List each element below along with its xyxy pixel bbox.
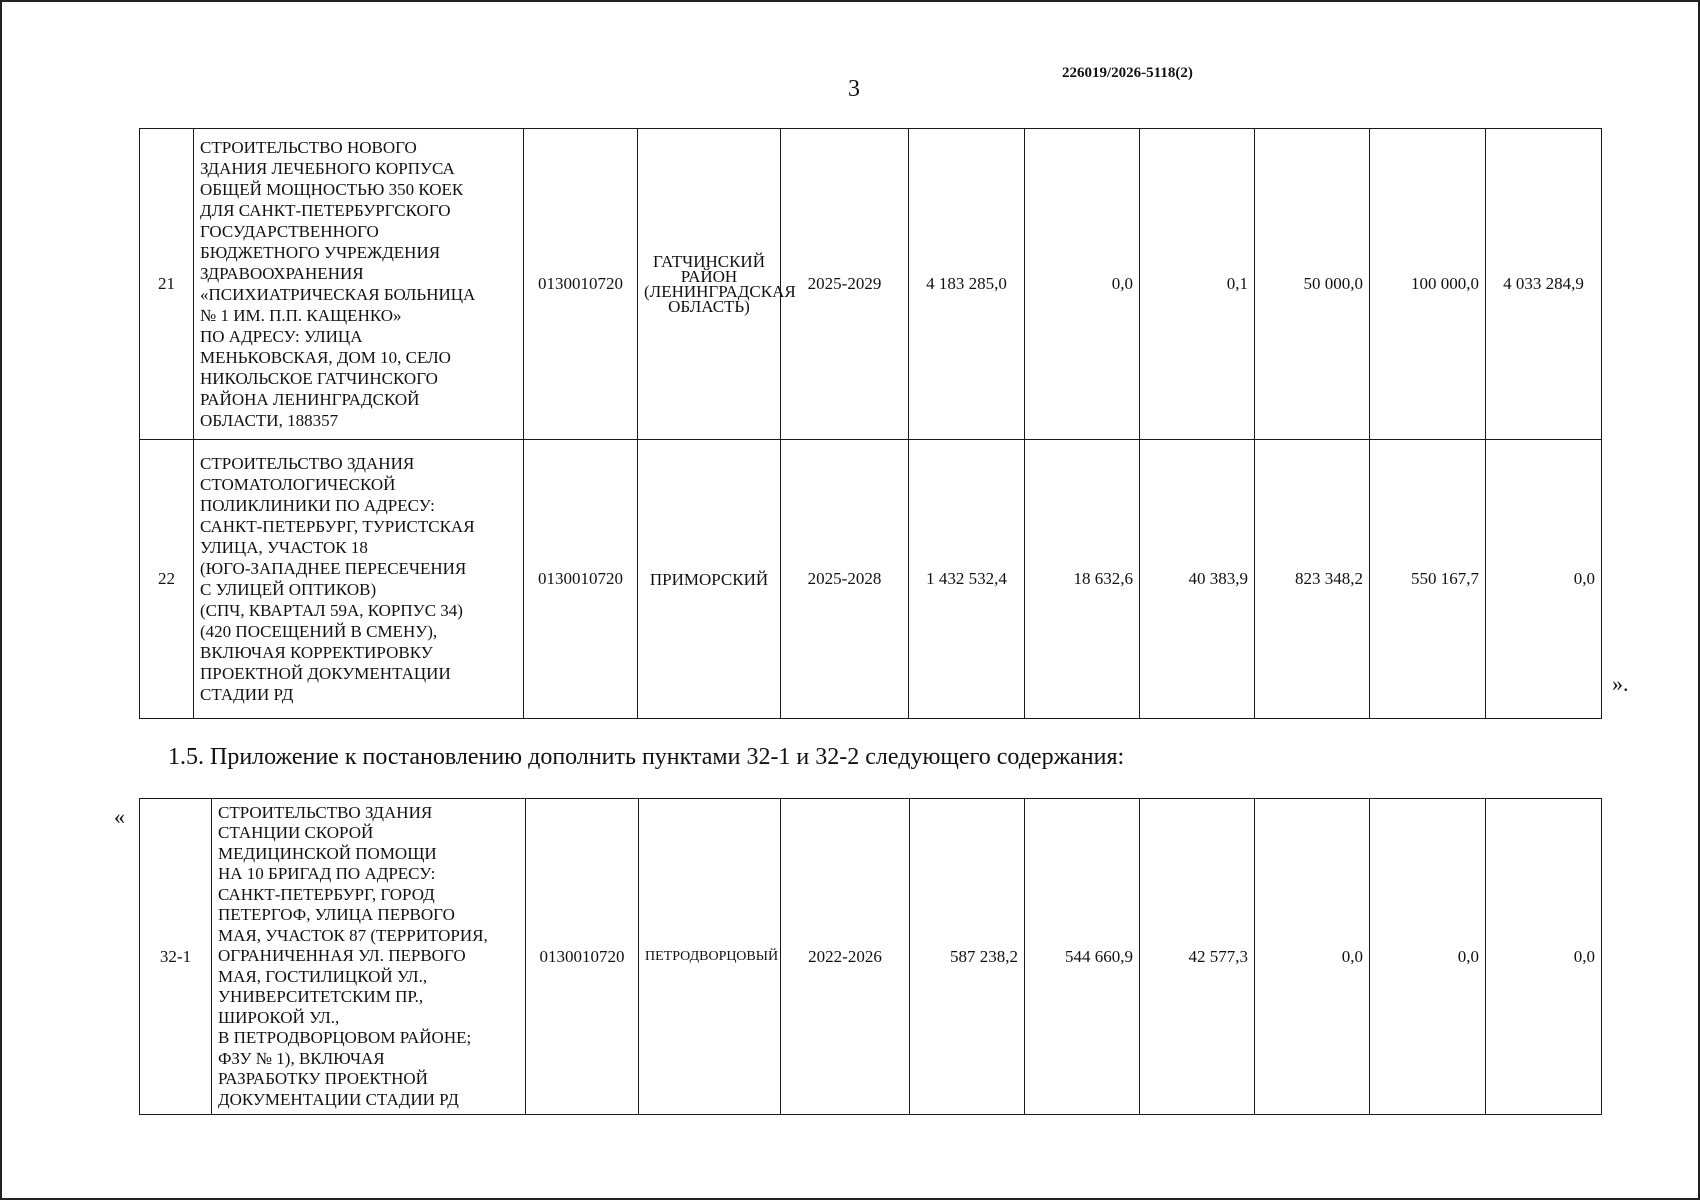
total-cost: 1 432 532,4 (909, 440, 1025, 719)
row-number: 32-1 (140, 799, 212, 1115)
opening-quote: « (114, 804, 125, 829)
funding-value: 823 348,2 (1255, 440, 1370, 719)
funding-value: 0,0 (1370, 799, 1486, 1115)
target-article-code: 0130010720 (524, 440, 638, 719)
funding-value: 40 383,9 (1140, 440, 1255, 719)
funding-value: 50 000,0 (1255, 129, 1370, 440)
document-id: 226019/2026-5118(2) (1062, 65, 1193, 81)
amendment-paragraph: 1.5. Приложение к постановлению дополнить пунктами 32-1 и 32-2 следующего содержания: (168, 744, 1125, 770)
table-row (140, 799, 1602, 1115)
funding-value: 100 000,0 (1370, 129, 1486, 440)
funding-value: 4 033 284,9 (1486, 129, 1602, 440)
row-number: 22 (140, 440, 194, 719)
funding-value: 18 632,6 (1025, 440, 1140, 719)
funding-value: 550 167,7 (1370, 440, 1486, 719)
row-number: 21 (140, 129, 194, 440)
district: ГАТЧИНСКИЙ РАЙОН (ЛЕНИНГРАДСКАЯ ОБЛАСТЬ) (638, 129, 781, 440)
page-number: 3 (848, 76, 860, 102)
table-row (140, 440, 1602, 719)
implementation-period: 2022-2026 (781, 799, 910, 1115)
object-description: СТРОИТЕЛЬСТВО ЗДАНИЯ СТОМАТОЛОГИЧЕСКОЙ ПОЛИКЛИНИКИ ПО АДРЕСУ: САНКТ-ПЕТЕРБУРГ, ТУРИСТСКАЯ УЛИЦА, УЧАСТОК 18 (ЮГО-ЗАПАДНЕЕ ПЕРЕСЕЧЕНИЯ С УЛИЦЕЙ ОПТИКОВ) (СПЧ, КВАРТАЛ 59А, КОРПУС 34) (420 ПОСЕЩЕНИЙ В СМЕНУ), ВКЛЮЧАЯ КОРРЕКТИРОВКУ ПРОЕКТНОЙ ДОКУМЕНТАЦИИ СТАДИИ РД (194, 440, 524, 719)
funding-value: 42 577,3 (1140, 799, 1255, 1115)
district: ПЕТРОДВОРЦОВЫЙ (639, 799, 781, 1115)
funding-value: 544 660,9 (1025, 799, 1140, 1115)
district: ПРИМОРСКИЙ (638, 440, 781, 719)
total-cost: 4 183 285,0 (909, 129, 1025, 440)
target-article-code: 0130010720 (524, 129, 638, 440)
projects-table (139, 128, 1602, 719)
funding-value: 0,0 (1255, 799, 1370, 1115)
funding-value: 0,0 (1486, 440, 1602, 719)
target-article-code: 0130010720 (526, 799, 639, 1115)
funding-value: 0,0 (1025, 129, 1140, 440)
total-cost: 587 238,2 (910, 799, 1025, 1115)
implementation-period: 2025-2029 (781, 129, 909, 440)
funding-value: 0,1 (1140, 129, 1255, 440)
object-description: СТРОИТЕЛЬСТВО ЗДАНИЯ СТАНЦИИ СКОРОЙ МЕДИЦИНСКОЙ ПОМОЩИ НА 10 БРИГАД ПО АДРЕСУ: САНКТ-ПЕТЕРБУРГ, ГОРОД ПЕТЕРГОФ, УЛИЦА ПЕРВОГО МАЯ, УЧАСТОК 87 (ТЕРРИТОРИЯ, ОГРАНИЧЕННАЯ УЛ. ПЕРВОГО МАЯ, ГОСТИЛИЦКОЙ УЛ., УНИВЕРСИТЕТСКИМ ПР., ШИРОКОЙ УЛ., В ПЕТРОДВОРЦОВОМ РАЙОНЕ; ФЗУ № 1), ВКЛЮЧАЯ РАЗРАБОТКУ ПРОЕКТНОЙ ДОКУМЕНТАЦИИ СТАДИИ РД (212, 799, 526, 1115)
object-description: СТРОИТЕЛЬСТВО НОВОГО ЗДАНИЯ ЛЕЧЕБНОГО КОРПУСА ОБЩЕЙ МОЩНОСТЬЮ 350 КОЕК ДЛЯ САНКТ-ПЕТЕРБУРГСКОГО ГОСУДАРСТВЕННОГО БЮДЖЕТНОГО УЧРЕЖДЕНИЯ ЗДРАВООХРАНЕНИЯ «ПСИХИАТРИЧЕСКАЯ БОЛЬНИЦА № 1 ИМ. П.П. КАЩЕНКО» ПО АДРЕСУ: УЛИЦА МЕНЬКОВСКАЯ, ДОМ 10, СЕЛО НИКОЛЬСКОЕ ГАТЧИНСКОГО РАЙОНА ЛЕНИНГРАДСКОЙ ОБЛАСТИ, 188357 (194, 129, 524, 440)
additions-table (139, 798, 1602, 1115)
table-row (140, 129, 1602, 440)
implementation-period: 2025-2028 (781, 440, 909, 719)
closing-quote: ». (1612, 671, 1629, 696)
funding-value: 0,0 (1486, 799, 1602, 1115)
